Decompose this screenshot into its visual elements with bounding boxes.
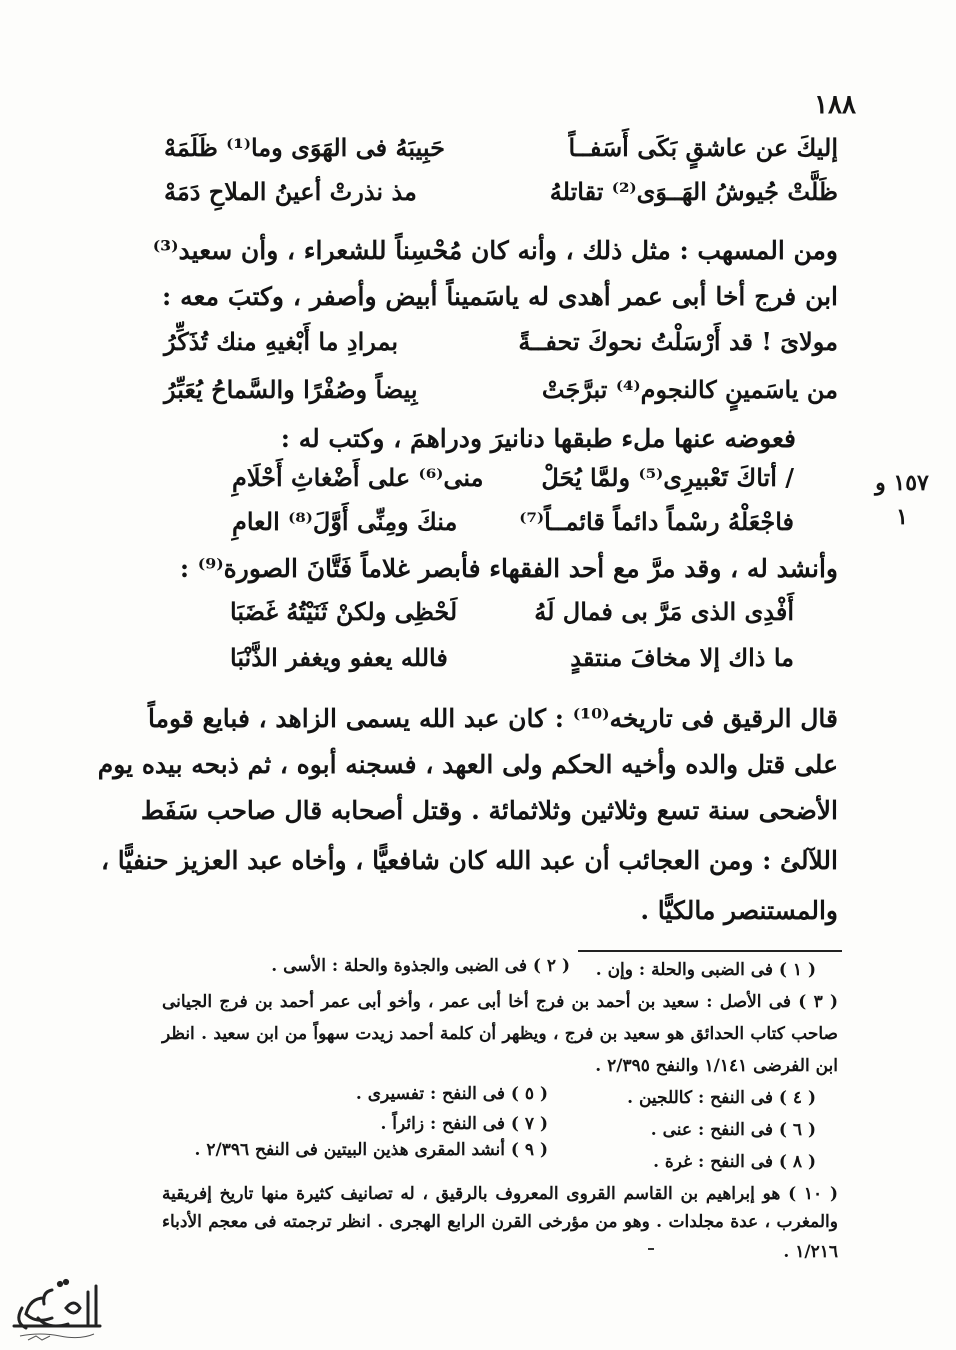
footnote: ( ٦ ) فى النفح : عنى .	[650, 1120, 816, 1140]
print-mark	[648, 1248, 654, 1250]
footnote-line: ابن الفرضى ١/١٤١ والنفح ٢/٣٩٥ .	[595, 1056, 838, 1076]
footnote: ( ٥ ) فى النفح : تفسيرى .	[355, 1084, 548, 1104]
verse-second-hemistich: بمرادِ ما أَبْغيهِ منك تُذَكِّرُ	[164, 327, 399, 356]
prose-line: الأضحى سنة تسع وثلاثين وثلاثمائة . وقتل أصحابه قال صاحب سَفَط	[140, 796, 838, 825]
footnote-divider	[578, 950, 842, 952]
prose-line: فعوضه عنها ملء طبقها دنانيرَ ودراهمَ ، وكتب له :	[280, 424, 796, 453]
footnote: ( ٢ ) فى الضبى والجذوة والحلة : الأسى .	[271, 956, 570, 976]
calligraphy-logo-icon	[8, 1268, 104, 1346]
footnote: ( ٩ ) أنشد المقرى هذين البيتين فى النفح ٢/٣٩٦ .	[194, 1140, 548, 1160]
footnote-line: ( ١٠ ) هو إبراهيم بن القاسم القروى المعروف بالرقيق ، له تصانيف كثيرة منها تاريخ إفريقية	[162, 1184, 838, 1204]
page-number: ١٨٨	[814, 90, 856, 120]
prose-line: ابن فرج أخا أبى عمر أهدى له ياسَميناً أبيض وأصفر ، وكتبَ معه :	[162, 282, 838, 311]
verse-second-hemistich: منى⁽⁶⁾ على أَضْغاثِ أَحْلَامِ	[232, 463, 484, 492]
verse-second-hemistich: بِيضاً وصُفْرًا والسَّماحُ يُعَبِّرُ	[164, 375, 418, 404]
prose-line: قال الرقيق فى تاريخه⁽¹⁰⁾ : كان عبد الله يسمى الزاهد ، فبايع قوماً	[147, 704, 838, 733]
prose-line: ومن المسهب : مثل ذلك ، وأنه كان مُحْسِناً للشعراء ، وأن سعيد⁽³⁾	[152, 236, 838, 265]
prose-line: اللآلئ : ومن العجائب أن عبد الله كان شافعيًّا ، وأخاه عبد العزيز حنفيًّا ،	[100, 846, 838, 875]
verse-first-hemistich: فاجْعَلْهُ رسْماً دائماً قائمــاً⁽⁷⁾	[519, 507, 794, 536]
footnote: ( ٤ ) فى النفح : كاللجين .	[627, 1088, 816, 1108]
footnote-line: والمغرب ، عدة مجلدات . وهو من مؤرخى القرن الرابع الهجرى . انظر ترجمته فى معجم الأدباء	[162, 1212, 838, 1232]
verse-second-hemistich: حَبِيبَهُ فى الهَوَى وما⁽¹⁾ ظَلَمَهْ	[164, 133, 445, 162]
verse-second-hemistich: مذ نذرتْ أعينُ الملاحِ دَمَهْ	[164, 177, 417, 206]
verse-second-hemistich: لَحْظِى ولكنْ ثَنَيْتُهُ غَضَبَا	[230, 597, 458, 626]
verse-second-hemistich: منكَ ومِنِّى أَوَّلَ⁽⁸⁾ العامِ	[232, 507, 458, 536]
footnote-line: صاحب كتاب الحدائق هو سعيد بن فرج ، ويظهر أن كلمة أحمد زيدت سهواً من ابن سعيد . انظر	[162, 1024, 838, 1044]
footnote: ( ٧ ) فى النفح : زائراً .	[380, 1114, 548, 1134]
verse-first-hemistich: مولاىَ ! قد أَرْسَلْتُ نحوكَ تحفــةً	[518, 327, 838, 356]
verse-first-hemistich: إليكَ عن عاشقٍ بَكَى أَسَفــاً	[568, 133, 838, 162]
verse-first-hemistich: ما ذاك إلا مخافَ منتقدٍ	[570, 643, 794, 672]
margin-folio-note-line-2: ١	[896, 504, 908, 530]
footnote-line: ( ٣ ) فى الأصل : سعيد بن أحمد بن فرج أخا أبى عمر ، وأخو أبى عمر أحمد بن فرج الجيانى	[162, 992, 838, 1012]
footnote: ( ٨ ) فى النفح : غرة .	[653, 1152, 816, 1172]
footnote: ( ١ ) فى الضبى والحلة : وإن .	[595, 960, 816, 980]
verse-second-hemistich: فالله يعفو ويغفر الذَّنْبَا	[230, 643, 448, 672]
verse-first-hemistich: / أتاكَ تَعْبيرِى⁽⁵⁾ ولمَّا يُحَلْ	[541, 463, 794, 492]
footnote-line: ١/٢١٦ .	[783, 1242, 838, 1262]
verse-first-hemistich: ظَلَّتْ جُيوشُ الهَــوَى⁽²⁾ تقاتلهُ	[549, 177, 838, 206]
margin-folio-note: ١٥٧ و	[875, 470, 929, 496]
prose-line: على قتل والده وأخيه الحكم ولى العهد ، فسجنه أبوه ، ثم ذبحه بيده يوم	[97, 750, 838, 779]
watermark-logo	[8, 1268, 104, 1346]
verse-first-hemistich: أَفْدِى الذى مَرَّ بى فمال لَهُ	[534, 597, 794, 626]
prose-line: وأنشد له ، وقد مرَّ مع أحد الفقهاء فأبصر غلاماً فَتَّانَ الصورة⁽⁹⁾ :	[179, 554, 838, 583]
prose-line: والمستنصر مالكيًّا .	[640, 896, 838, 925]
verse-first-hemistich: من ياسَمينٍ كالنجوم⁽⁴⁾ تبرَّجَتْ	[541, 375, 838, 404]
